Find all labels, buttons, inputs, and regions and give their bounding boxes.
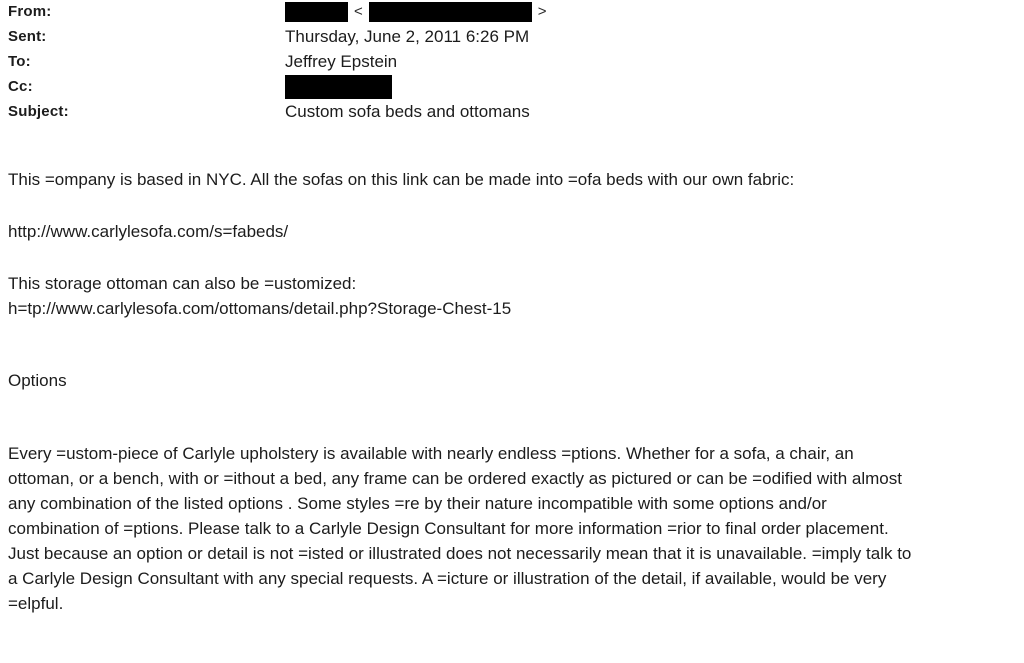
options-heading: Options	[8, 371, 67, 390]
redacted-from-name	[285, 2, 348, 22]
paragraph-line: Just because an option or detail is not =isted or illustrated does not necessarily mean that it is unavailable. =imply talk to	[8, 544, 912, 563]
paragraph-line: any combination of the listed options . Some styles =re by their nature incompatible with some options and/or	[8, 494, 827, 513]
sent-value: Thursday, June 2, 2011 6:26 PM	[285, 27, 530, 46]
paragraph-line: =elpful.	[8, 594, 64, 613]
redacted-from-address	[369, 2, 532, 22]
angle-bracket-close: >	[537, 3, 547, 20]
angle-bracket-open: <	[354, 3, 363, 20]
intro-line: This =ompany is based in NYC. All the sofas on this link can be made into =ofa beds with our own fabric:	[8, 170, 795, 189]
from-label: From:	[8, 3, 52, 20]
cc-label: Cc:	[8, 78, 33, 95]
ottoman-url: h=tp://www.carlylesofa.com/ottomans/detail.php?Storage-Chest-15	[8, 299, 512, 318]
redacted-cc-value	[285, 75, 392, 99]
options-paragraph	[8, 441, 911, 616]
paragraph-line: Every =ustom-piece of Carlyle upholstery is available with nearly endless =ptions. Whether for a sofa, a chair, an	[8, 444, 854, 463]
paragraph-line: a Carlyle Design Consultant with any special requests. A =icture or illustration of the detail, if available, would be very	[8, 569, 887, 588]
ottoman-line: This storage ottoman can also be =ustomized:	[8, 274, 357, 293]
to-value: Jeffrey Epstein	[285, 52, 398, 71]
header-row-subject	[0, 99, 1024, 124]
subject-value: Custom sofa beds and ottomans	[285, 102, 530, 121]
sent-label: Sent:	[8, 28, 47, 45]
header-row-from	[0, 0, 1024, 24]
header-row-cc	[0, 74, 1024, 99]
paragraph-line: ottoman, or a bench, with or =ithout a bed, any frame can be ordered exactly as pictured or can be =odified with almost	[8, 469, 902, 488]
header-row-sent	[0, 24, 1024, 49]
from-value	[285, 0, 547, 24]
header-row-to	[0, 49, 1024, 74]
paragraph-line: combination of =ptions. Please talk to a Carlyle Design Consultant for more information =rior to final order placement.	[8, 519, 889, 538]
sofa-beds-url: http://www.carlylesofa.com/s=fabeds/	[8, 222, 289, 241]
to-label: To:	[8, 53, 31, 70]
subject-label: Subject:	[8, 103, 69, 120]
